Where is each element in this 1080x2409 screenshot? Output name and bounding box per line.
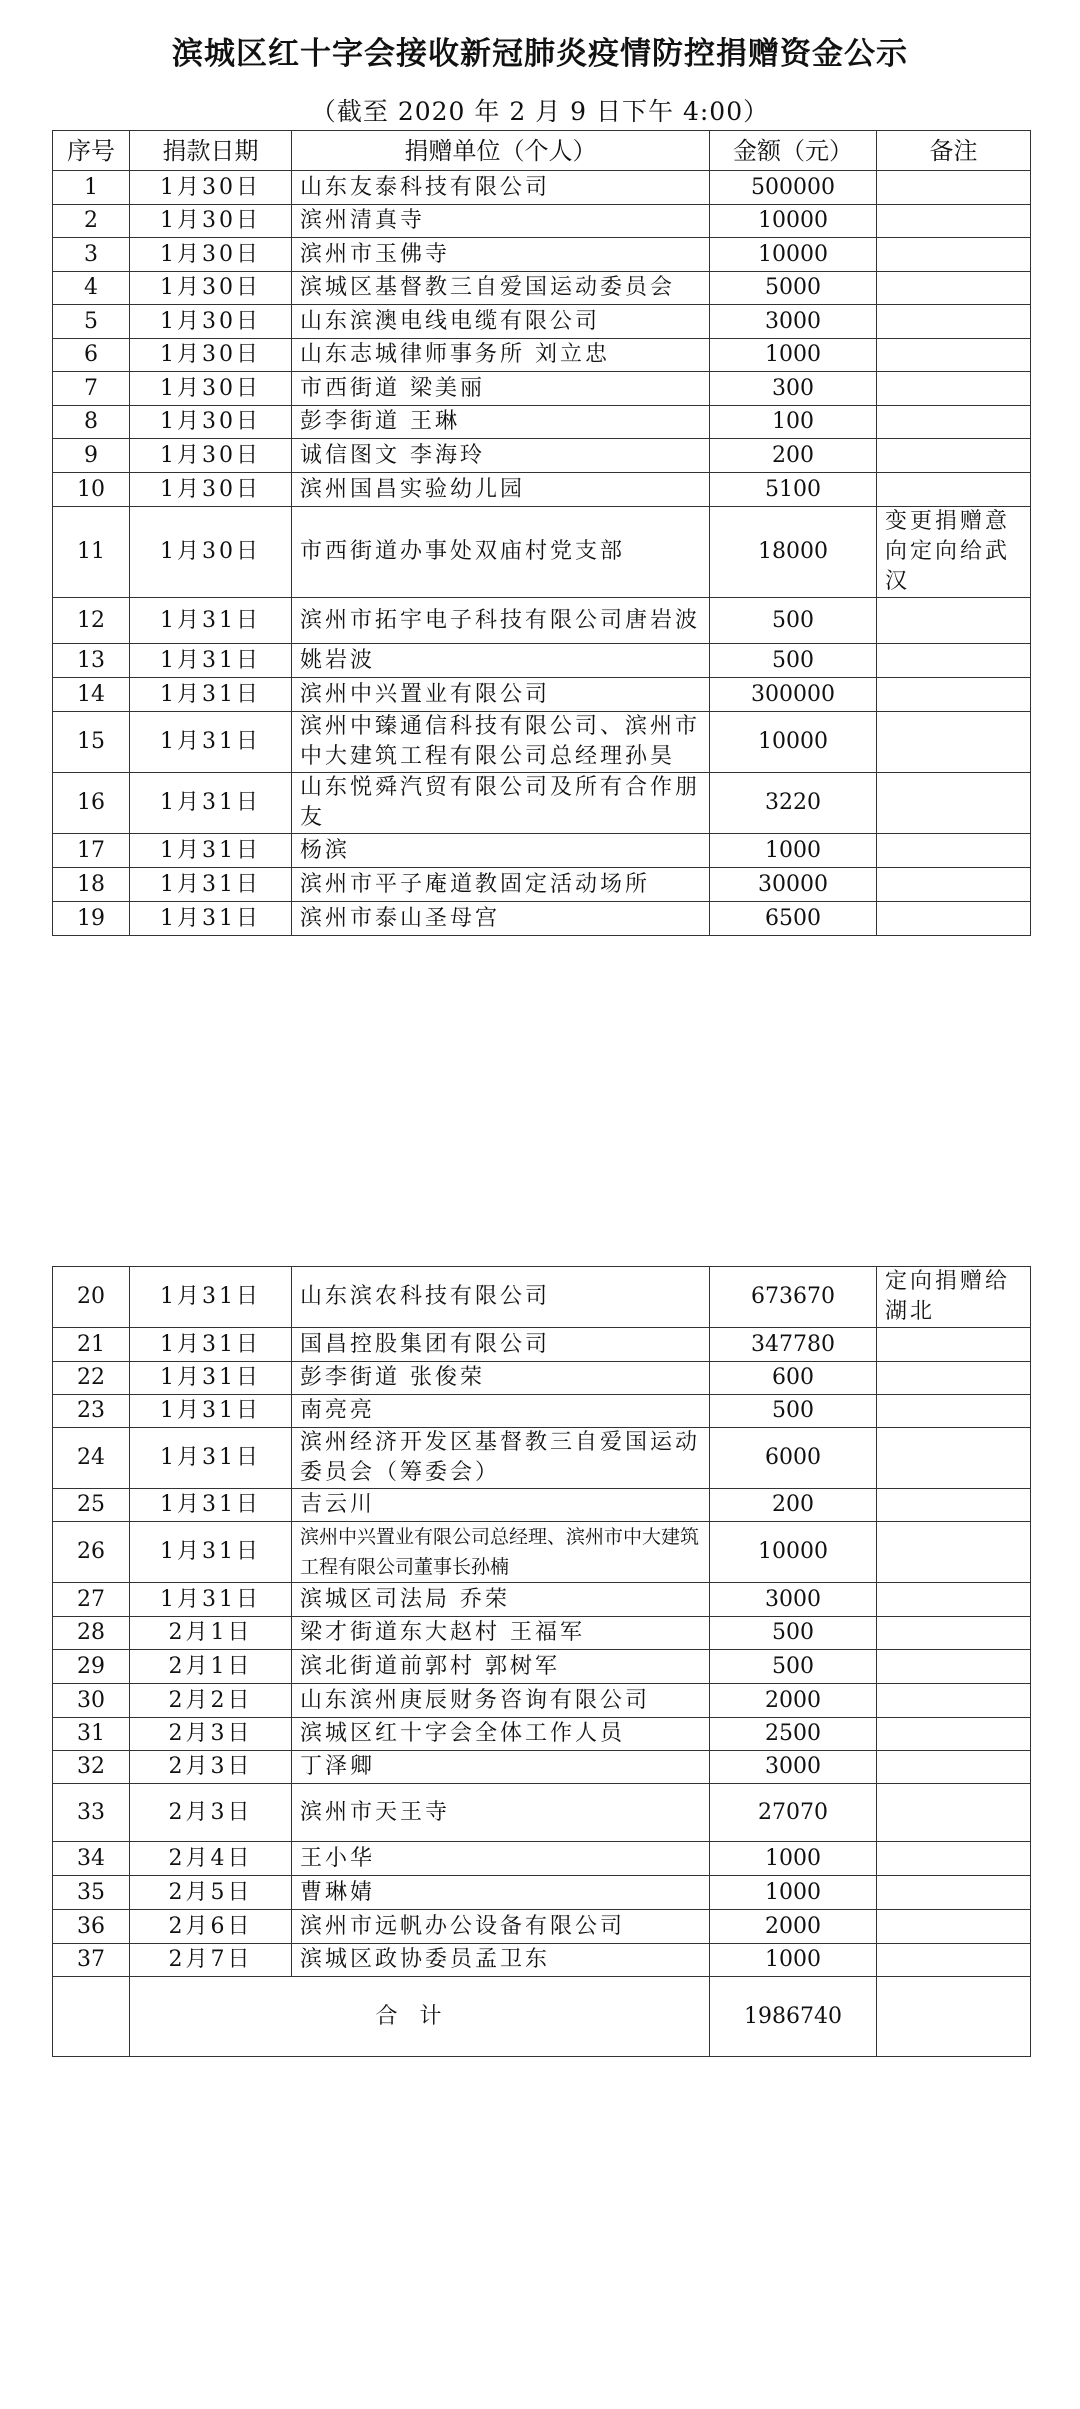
row-donor: 诚信图文 李海玲 xyxy=(292,439,710,473)
row-note xyxy=(877,238,1031,272)
row-number: 32 xyxy=(53,1751,130,1784)
row-date: 1月31日 xyxy=(130,1395,292,1428)
row-number: 27 xyxy=(53,1583,130,1617)
row-date: 1月30日 xyxy=(130,507,292,598)
row-number: 24 xyxy=(53,1428,130,1489)
row-donor: 曹琳婧 xyxy=(292,1876,710,1910)
row-amount: 10000 xyxy=(710,205,877,238)
row-donor: 滨城区基督教三自爱国运动委员会 xyxy=(292,272,710,305)
row-amount: 5000 xyxy=(710,272,877,305)
row-number: 22 xyxy=(53,1362,130,1395)
row-note xyxy=(877,1583,1031,1617)
table-row xyxy=(53,1718,1031,1751)
row-number: 29 xyxy=(53,1650,130,1684)
row-note xyxy=(877,678,1031,712)
row-donor: 滨州市远帆办公设备有限公司 xyxy=(292,1910,710,1944)
row-donor: 山东滨农科技有限公司 xyxy=(292,1267,710,1328)
row-number: 18 xyxy=(53,868,130,902)
row-amount: 3000 xyxy=(710,305,877,339)
row-donor: 国昌控股集团有限公司 xyxy=(292,1328,710,1362)
row-amount: 1000 xyxy=(710,1842,877,1876)
row-number: 8 xyxy=(53,406,130,439)
table-row xyxy=(53,1489,1031,1522)
total-amount: 1986740 xyxy=(710,1977,877,2057)
row-date: 1月31日 xyxy=(130,1267,292,1328)
header-donor: 捐赠单位（个人） xyxy=(292,131,710,171)
row-amount: 1000 xyxy=(710,339,877,372)
table-row xyxy=(53,902,1031,936)
row-note xyxy=(877,205,1031,238)
header-no: 序号 xyxy=(53,131,130,171)
row-donor: 姚岩波 xyxy=(292,644,710,678)
row-date: 1月31日 xyxy=(130,1362,292,1395)
row-date: 1月30日 xyxy=(130,439,292,473)
table-row xyxy=(53,473,1031,507)
row-date: 1月31日 xyxy=(130,644,292,678)
row-amount: 500 xyxy=(710,1650,877,1684)
row-amount: 300 xyxy=(710,372,877,406)
table-header-row xyxy=(53,131,1031,171)
row-amount: 500 xyxy=(710,1395,877,1428)
row-note xyxy=(877,1842,1031,1876)
row-number: 13 xyxy=(53,644,130,678)
table-row xyxy=(53,1428,1031,1489)
row-amount: 3220 xyxy=(710,773,877,834)
row-note xyxy=(877,1617,1031,1650)
row-date: 2月6日 xyxy=(130,1910,292,1944)
table-row xyxy=(53,1842,1031,1876)
row-donor: 市西街道办事处双庙村党支部 xyxy=(292,507,710,598)
row-note xyxy=(877,1328,1031,1362)
row-number: 34 xyxy=(53,1842,130,1876)
row-date: 1月30日 xyxy=(130,171,292,205)
row-number: 36 xyxy=(53,1910,130,1944)
row-date: 2月4日 xyxy=(130,1842,292,1876)
row-date: 1月31日 xyxy=(130,773,292,834)
table-row xyxy=(53,272,1031,305)
table-row xyxy=(53,171,1031,205)
row-date: 2月3日 xyxy=(130,1718,292,1751)
row-donor: 滨州国昌实验幼儿园 xyxy=(292,473,710,507)
row-number: 31 xyxy=(53,1718,130,1751)
table-row xyxy=(53,406,1031,439)
table-row xyxy=(53,1910,1031,1944)
total-row xyxy=(53,1977,1031,2057)
row-number: 35 xyxy=(53,1876,130,1910)
row-note xyxy=(877,439,1031,473)
row-number: 15 xyxy=(53,712,130,773)
row-date: 1月31日 xyxy=(130,1328,292,1362)
row-note: 变更捐赠意向定向给武汉 xyxy=(877,507,1031,598)
row-note xyxy=(877,1910,1031,1944)
row-number: 12 xyxy=(53,598,130,644)
row-date: 2月5日 xyxy=(130,1876,292,1910)
row-note xyxy=(877,406,1031,439)
row-note xyxy=(877,773,1031,834)
row-number: 2 xyxy=(53,205,130,238)
row-donor: 滨州中臻通信科技有限公司、滨州市中大建筑工程有限公司总经理孙昊 xyxy=(292,712,710,773)
row-donor: 滨州中兴置业有限公司 xyxy=(292,678,710,712)
row-number: 25 xyxy=(53,1489,130,1522)
row-note xyxy=(877,1489,1031,1522)
row-date: 1月30日 xyxy=(130,272,292,305)
row-date: 1月30日 xyxy=(130,406,292,439)
table-row xyxy=(53,1583,1031,1617)
row-note xyxy=(877,868,1031,902)
table-row xyxy=(53,1328,1031,1362)
row-amount: 10000 xyxy=(710,712,877,773)
table-row xyxy=(53,507,1031,598)
row-donor: 山东志城律师事务所 刘立忠 xyxy=(292,339,710,372)
row-note xyxy=(877,1751,1031,1784)
row-amount: 500 xyxy=(710,644,877,678)
table-row xyxy=(53,372,1031,406)
row-amount: 100 xyxy=(710,406,877,439)
row-donor: 山东滨澳电线电缆有限公司 xyxy=(292,305,710,339)
row-amount: 3000 xyxy=(710,1583,877,1617)
row-donor: 市西街道 梁美丽 xyxy=(292,372,710,406)
row-note xyxy=(877,339,1031,372)
row-amount: 200 xyxy=(710,439,877,473)
page-title: 滨城区红十字会接收新冠肺炎疫情防控捐赠资金公示 xyxy=(172,36,908,72)
row-number: 3 xyxy=(53,238,130,272)
row-date: 2月3日 xyxy=(130,1784,292,1842)
table-row xyxy=(53,644,1031,678)
row-number: 1 xyxy=(53,171,130,205)
row-note xyxy=(877,644,1031,678)
row-date: 1月31日 xyxy=(130,598,292,644)
row-donor: 滨州市拓宇电子科技有限公司唐岩波 xyxy=(292,598,710,644)
row-number: 14 xyxy=(53,678,130,712)
row-note xyxy=(877,834,1031,868)
table-row xyxy=(53,712,1031,773)
row-donor: 山东滨州庚辰财务咨询有限公司 xyxy=(292,1684,710,1718)
table-row xyxy=(53,1267,1031,1328)
donation-table-part2 xyxy=(52,1266,1031,2057)
table-row xyxy=(53,598,1031,644)
table-row xyxy=(53,1650,1031,1684)
row-amount: 200 xyxy=(710,1489,877,1522)
row-donor: 南亮亮 xyxy=(292,1395,710,1428)
row-date: 1月31日 xyxy=(130,1583,292,1617)
row-amount: 1000 xyxy=(710,1944,877,1977)
row-amount: 5100 xyxy=(710,473,877,507)
table-row xyxy=(53,834,1031,868)
table-row xyxy=(53,1395,1031,1428)
row-amount: 500 xyxy=(710,598,877,644)
row-amount: 6500 xyxy=(710,902,877,936)
table-row xyxy=(53,439,1031,473)
row-number: 20 xyxy=(53,1267,130,1328)
row-amount: 2000 xyxy=(710,1684,877,1718)
table-row xyxy=(53,205,1031,238)
table-row xyxy=(53,678,1031,712)
row-date: 1月30日 xyxy=(130,238,292,272)
row-donor: 滨州市泰山圣母宫 xyxy=(292,902,710,936)
header-amount: 金额（元） xyxy=(710,131,877,171)
row-number: 21 xyxy=(53,1328,130,1362)
row-note xyxy=(877,902,1031,936)
row-number: 26 xyxy=(53,1522,130,1583)
row-date: 2月1日 xyxy=(130,1617,292,1650)
table-row xyxy=(53,1944,1031,1977)
total-no-cell xyxy=(53,1977,130,2057)
row-donor: 滨州市玉佛寺 xyxy=(292,238,710,272)
row-amount: 300000 xyxy=(710,678,877,712)
row-number: 10 xyxy=(53,473,130,507)
row-donor: 滨州经济开发区基督教三自爱国运动委员会（筹委会） xyxy=(292,1428,710,1489)
row-number: 9 xyxy=(53,439,130,473)
donation-table-part1 xyxy=(52,130,1031,936)
row-donor: 滨城区政协委员孟卫东 xyxy=(292,1944,710,1977)
row-donor: 滨州市平子庵道教固定活动场所 xyxy=(292,868,710,902)
row-number: 16 xyxy=(53,773,130,834)
row-date: 2月2日 xyxy=(130,1684,292,1718)
row-note xyxy=(877,1718,1031,1751)
row-donor: 滨州清真寺 xyxy=(292,205,710,238)
row-donor: 彭李街道 王琳 xyxy=(292,406,710,439)
row-note xyxy=(877,1395,1031,1428)
row-number: 23 xyxy=(53,1395,130,1428)
row-number: 30 xyxy=(53,1684,130,1718)
row-date: 1月31日 xyxy=(130,902,292,936)
table-row xyxy=(53,1362,1031,1395)
header-date: 捐款日期 xyxy=(130,131,292,171)
row-amount: 1000 xyxy=(710,834,877,868)
row-date: 1月31日 xyxy=(130,834,292,868)
table-row xyxy=(53,1684,1031,1718)
row-note xyxy=(877,1944,1031,1977)
row-number: 37 xyxy=(53,1944,130,1977)
row-amount: 673670 xyxy=(710,1267,877,1328)
row-note xyxy=(877,1428,1031,1489)
row-amount: 6000 xyxy=(710,1428,877,1489)
row-amount: 1000 xyxy=(710,1876,877,1910)
row-date: 1月30日 xyxy=(130,305,292,339)
table-row xyxy=(53,1522,1031,1583)
row-note xyxy=(877,712,1031,773)
row-number: 28 xyxy=(53,1617,130,1650)
row-date: 1月31日 xyxy=(130,678,292,712)
header-note: 备注 xyxy=(877,131,1031,171)
row-donor: 滨城区司法局 乔荣 xyxy=(292,1583,710,1617)
row-date: 1月31日 xyxy=(130,1522,292,1583)
row-date: 1月31日 xyxy=(130,712,292,773)
row-note xyxy=(877,1362,1031,1395)
row-donor: 山东悦舜汽贸有限公司及所有合作朋友 xyxy=(292,773,710,834)
row-note xyxy=(877,1650,1031,1684)
row-date: 2月7日 xyxy=(130,1944,292,1977)
row-note xyxy=(877,272,1031,305)
page-subtitle: （截至 2020 年 2 月 9 日下午 4:00） xyxy=(310,97,770,126)
row-number: 5 xyxy=(53,305,130,339)
row-note xyxy=(877,305,1031,339)
row-number: 33 xyxy=(53,1784,130,1842)
row-amount: 3000 xyxy=(710,1751,877,1784)
row-donor: 山东友泰科技有限公司 xyxy=(292,171,710,205)
row-amount: 10000 xyxy=(710,1522,877,1583)
row-note xyxy=(877,1784,1031,1842)
table-row xyxy=(53,339,1031,372)
table-row xyxy=(53,1751,1031,1784)
row-note xyxy=(877,1876,1031,1910)
row-donor: 滨州市天王寺 xyxy=(292,1784,710,1842)
row-amount: 18000 xyxy=(710,507,877,598)
row-amount: 30000 xyxy=(710,868,877,902)
row-date: 2月3日 xyxy=(130,1751,292,1784)
table-row xyxy=(53,238,1031,272)
row-note xyxy=(877,1684,1031,1718)
row-donor: 杨滨 xyxy=(292,834,710,868)
row-amount: 2500 xyxy=(710,1718,877,1751)
table-row xyxy=(53,1617,1031,1650)
total-note-cell xyxy=(877,1977,1031,2057)
row-date: 1月30日 xyxy=(130,339,292,372)
row-amount: 2000 xyxy=(710,1910,877,1944)
row-donor: 梁才街道东大赵村 王福军 xyxy=(292,1617,710,1650)
row-note: 定向捐赠给湖北 xyxy=(877,1267,1031,1328)
row-amount: 500000 xyxy=(710,171,877,205)
row-donor: 丁泽卿 xyxy=(292,1751,710,1784)
row-note xyxy=(877,598,1031,644)
row-amount: 600 xyxy=(710,1362,877,1395)
row-donor: 彭李街道 张俊荣 xyxy=(292,1362,710,1395)
row-date: 1月30日 xyxy=(130,205,292,238)
row-number: 4 xyxy=(53,272,130,305)
row-donor: 滨北街道前郭村 郭树军 xyxy=(292,1650,710,1684)
row-number: 11 xyxy=(53,507,130,598)
row-date: 1月31日 xyxy=(130,1428,292,1489)
row-amount: 27070 xyxy=(710,1784,877,1842)
row-donor: 吉云川 xyxy=(292,1489,710,1522)
row-note xyxy=(877,171,1031,205)
row-note xyxy=(877,473,1031,507)
table-row xyxy=(53,1876,1031,1910)
table-row xyxy=(53,773,1031,834)
row-amount: 10000 xyxy=(710,238,877,272)
row-donor: 滨州中兴置业有限公司总经理、滨州市中大建筑工程有限公司董事长孙楠 xyxy=(292,1522,710,1583)
row-number: 6 xyxy=(53,339,130,372)
row-donor: 滨城区红十字会全体工作人员 xyxy=(292,1718,710,1751)
row-donor: 王小华 xyxy=(292,1842,710,1876)
total-label: 合计 xyxy=(130,1977,710,2057)
row-date: 1月31日 xyxy=(130,868,292,902)
row-number: 7 xyxy=(53,372,130,406)
row-amount: 347780 xyxy=(710,1328,877,1362)
row-date: 1月30日 xyxy=(130,372,292,406)
row-amount: 500 xyxy=(710,1617,877,1650)
row-number: 19 xyxy=(53,902,130,936)
row-date: 1月30日 xyxy=(130,473,292,507)
row-note xyxy=(877,372,1031,406)
row-date: 2月1日 xyxy=(130,1650,292,1684)
row-number: 17 xyxy=(53,834,130,868)
row-note xyxy=(877,1522,1031,1583)
row-date: 1月31日 xyxy=(130,1489,292,1522)
table-row xyxy=(53,868,1031,902)
table-row xyxy=(53,1784,1031,1842)
table-row xyxy=(53,305,1031,339)
